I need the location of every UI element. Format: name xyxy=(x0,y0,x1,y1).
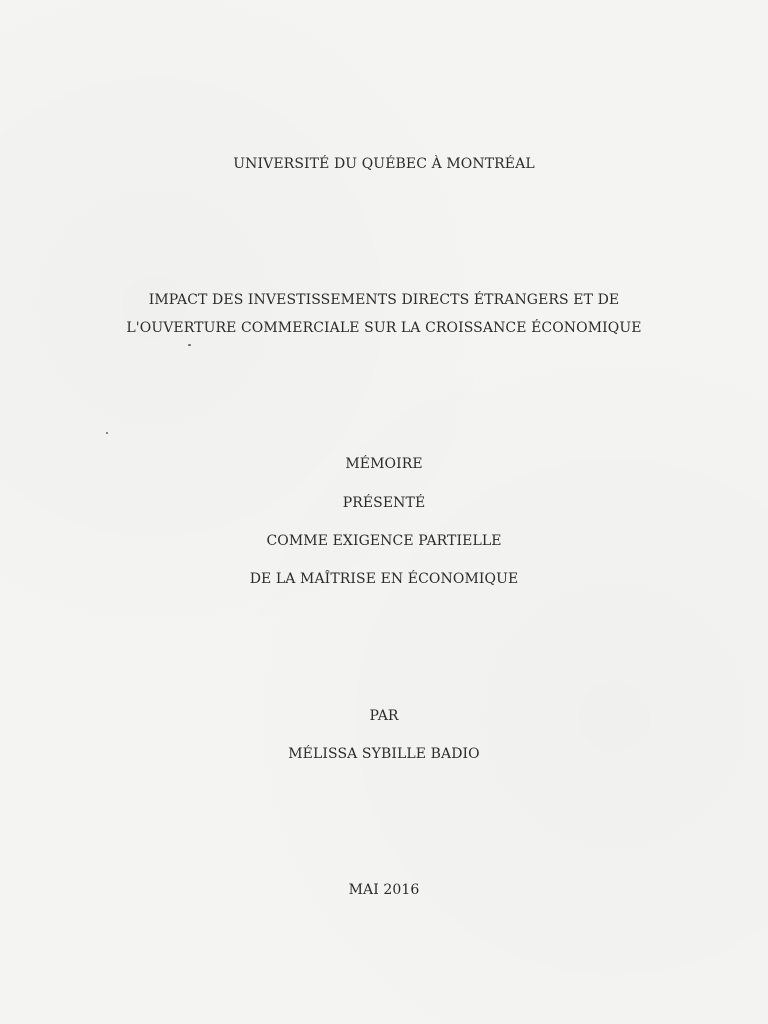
thesis-title-line-2: L'OUVERTURE COMMERCIALE SUR LA CROISSANCE ÉCONOMIQUE xyxy=(126,320,642,336)
paper-speck xyxy=(188,344,191,346)
submission-date: MAI 2016 xyxy=(348,882,420,898)
presented-label: PRÉSENTÉ xyxy=(342,495,426,511)
thesis-title-line-1: IMPACT DES INVESTISSEMENTS DIRECTS ÉTRANGERS ET DE xyxy=(148,292,620,308)
degree-label: DE LA MAÎTRISE EN ÉCONOMIQUE xyxy=(249,571,519,587)
author-name: MÉLISSA SYBILLE BADIO xyxy=(288,746,480,762)
paper-speck xyxy=(106,432,108,434)
university-name: UNIVERSITÉ DU QUÉBEC À MONTRÉAL xyxy=(233,156,535,172)
document-type: MÉMOIRE xyxy=(345,456,423,472)
requirement-label: COMME EXIGENCE PARTIELLE xyxy=(266,533,502,549)
by-label: PAR xyxy=(369,708,399,724)
